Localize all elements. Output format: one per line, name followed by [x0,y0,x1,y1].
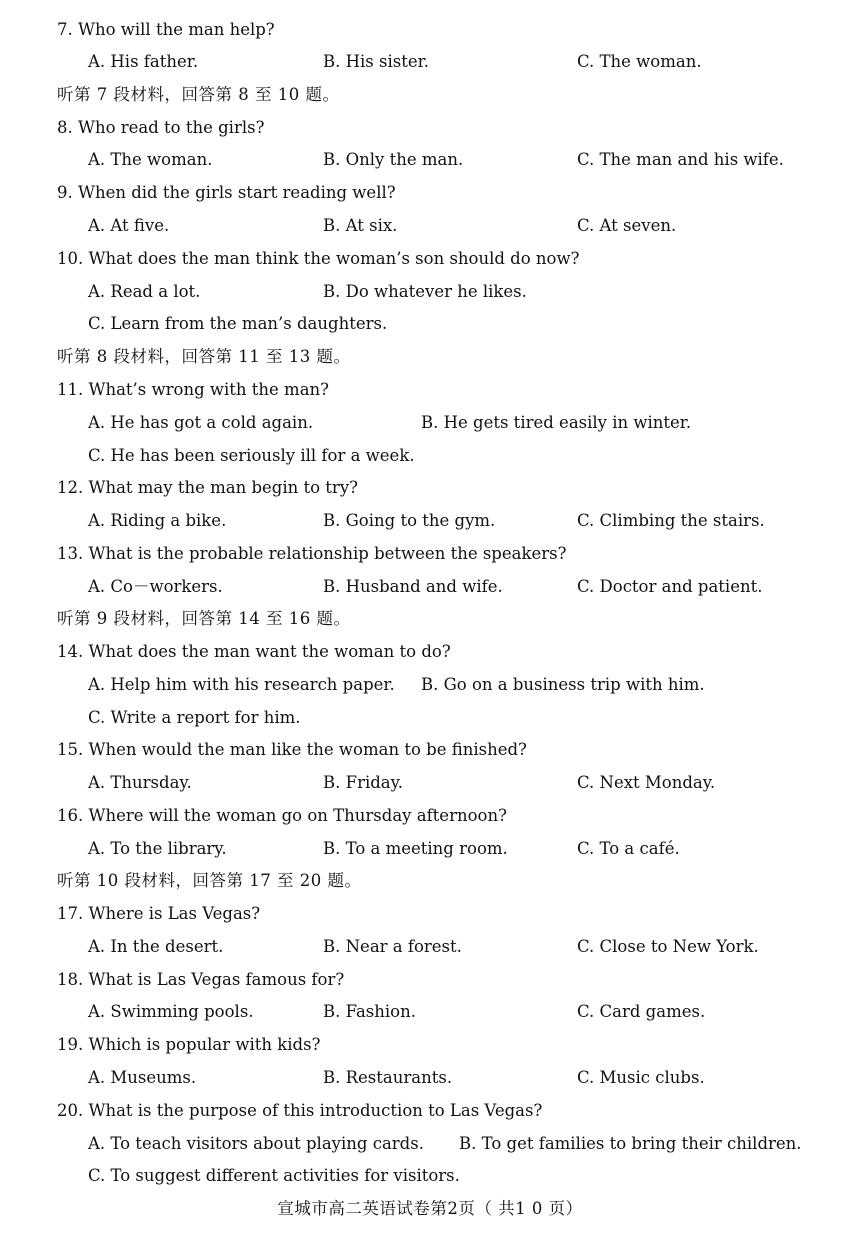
question-12-options [0,507,860,535]
option-a: A. Co－workers. [88,577,223,596]
question-stem: 18. What is Las Vegas famous for? [57,970,345,989]
option-a: A. Thursday. [88,773,192,792]
option-b: B. Do whatever he likes. [323,282,527,301]
section-heading-8 [0,343,860,371]
option-b: B. Fashion. [323,1002,416,1021]
question-14 [0,638,860,666]
question-stem: 19. Which is popular with kids? [57,1035,321,1054]
option-c: C. The man and his wife. [577,150,784,169]
option-c: C. The woman. [577,52,702,71]
option-a: A. Riding a bike. [88,511,227,530]
section-heading-7 [0,81,860,109]
question-20 [0,1097,860,1125]
question-11-option-c [0,442,860,470]
question-10 [0,245,860,273]
question-stem: 7. Who will the man help? [57,20,275,39]
question-20-options [0,1130,860,1158]
question-18-options [0,998,860,1026]
question-stem: 20. What is the purpose of this introduction to Las Vegas? [57,1101,543,1120]
question-8-options [0,146,860,174]
option-a: A. His father. [88,52,199,71]
question-18 [0,966,860,994]
question-8 [0,114,860,142]
section-instruction: 听第 7 段材料，回答第 8 至 10 题。 [57,85,340,104]
question-14-options [0,671,860,699]
option-b: B. Go on a business trip with him. [421,675,705,694]
option-a: A. To the library. [88,839,227,858]
option-c: C. To a café. [577,839,680,858]
question-19 [0,1031,860,1059]
option-c: C. Write a report for him. [88,708,301,727]
option-c: C. Next Monday. [577,773,716,792]
option-a: A. To teach visitors about playing cards. [88,1134,424,1153]
option-c: C. To suggest different activities for visitors. [88,1166,460,1185]
option-a: A. The woman. [88,150,213,169]
option-a: A. Swimming pools. [88,1002,254,1021]
option-b: B. Friday. [323,773,404,792]
option-c: C. He has been seriously ill for a week. [88,446,415,465]
question-9 [0,179,860,207]
question-stem: 8. Who read to the girls? [57,118,265,137]
question-10-option-c [0,310,860,338]
option-b: B. Restaurants. [323,1068,453,1087]
section-heading-10 [0,867,860,895]
question-14-option-c [0,704,860,732]
option-c: C. Music clubs. [577,1068,705,1087]
option-b: B. At six. [323,216,398,235]
question-7-options [0,48,860,76]
section-instruction: 听第 9 段材料，回答第 14 至 16 题。 [57,609,351,628]
option-b: B. His sister. [323,52,429,71]
option-c: C. At seven. [577,216,677,235]
option-b: B. Near a forest. [323,937,462,956]
question-9-options [0,212,860,240]
question-10-options [0,278,860,306]
option-c: C. Card games. [577,1002,706,1021]
section-instruction: 听第 10 段材料，回答第 17 至 20 题。 [57,871,362,890]
question-15-options [0,769,860,797]
option-a: A. Help him with his research paper. [88,675,395,694]
question-stem: 14. What does the man want the woman to do? [57,642,451,661]
option-a: A. In the desert. [88,937,224,956]
option-b: B. Only the man. [323,150,464,169]
question-stem: 10. What does the man think the woman’s son should do now? [57,249,580,268]
option-b: B. Going to the gym. [323,511,496,530]
section-instruction: 听第 8 段材料，回答第 11 至 13 题。 [57,347,351,366]
page-footer: 宣城市高二英语试卷第2页（ 共1 0 页） [277,1199,583,1218]
option-a: A. Read a lot. [88,282,201,301]
question-16 [0,802,860,830]
question-13 [0,540,860,568]
question-stem: 13. What is the probable relationship between the speakers? [57,544,567,563]
option-b: B. Husband and wife. [323,577,503,596]
question-20-option-c [0,1162,860,1190]
question-16-options [0,835,860,863]
option-a: A. At five. [88,216,170,235]
question-17-options [0,933,860,961]
option-a: A. He has got a cold again. [88,413,314,432]
question-stem: 16. Where will the woman go on Thursday afternoon? [57,806,507,825]
question-7 [0,16,860,44]
option-c: C. Climbing the stairs. [577,511,765,530]
option-b: B. To get families to bring their children. [459,1134,802,1153]
option-b: B. To a meeting room. [323,839,508,858]
question-stem: 11. What’s wrong with the man? [57,380,330,399]
option-c: C. Close to New York. [577,937,759,956]
question-11-options [0,409,860,437]
option-c: C. Learn from the man’s daughters. [88,314,388,333]
question-stem: 12. What may the man begin to try? [57,478,358,497]
question-11 [0,376,860,404]
section-heading-9 [0,605,860,633]
option-c: C. Doctor and patient. [577,577,763,596]
option-a: A. Museums. [88,1068,197,1087]
question-12 [0,474,860,502]
question-19-options [0,1064,860,1092]
question-stem: 15. When would the man like the woman to be finished? [57,740,527,759]
question-17 [0,900,860,928]
option-b: B. He gets tired easily in winter. [421,413,692,432]
question-stem: 9. When did the girls start reading well? [57,183,396,202]
question-15 [0,736,860,764]
question-stem: 17. Where is Las Vegas? [57,904,261,923]
question-13-options [0,573,860,601]
